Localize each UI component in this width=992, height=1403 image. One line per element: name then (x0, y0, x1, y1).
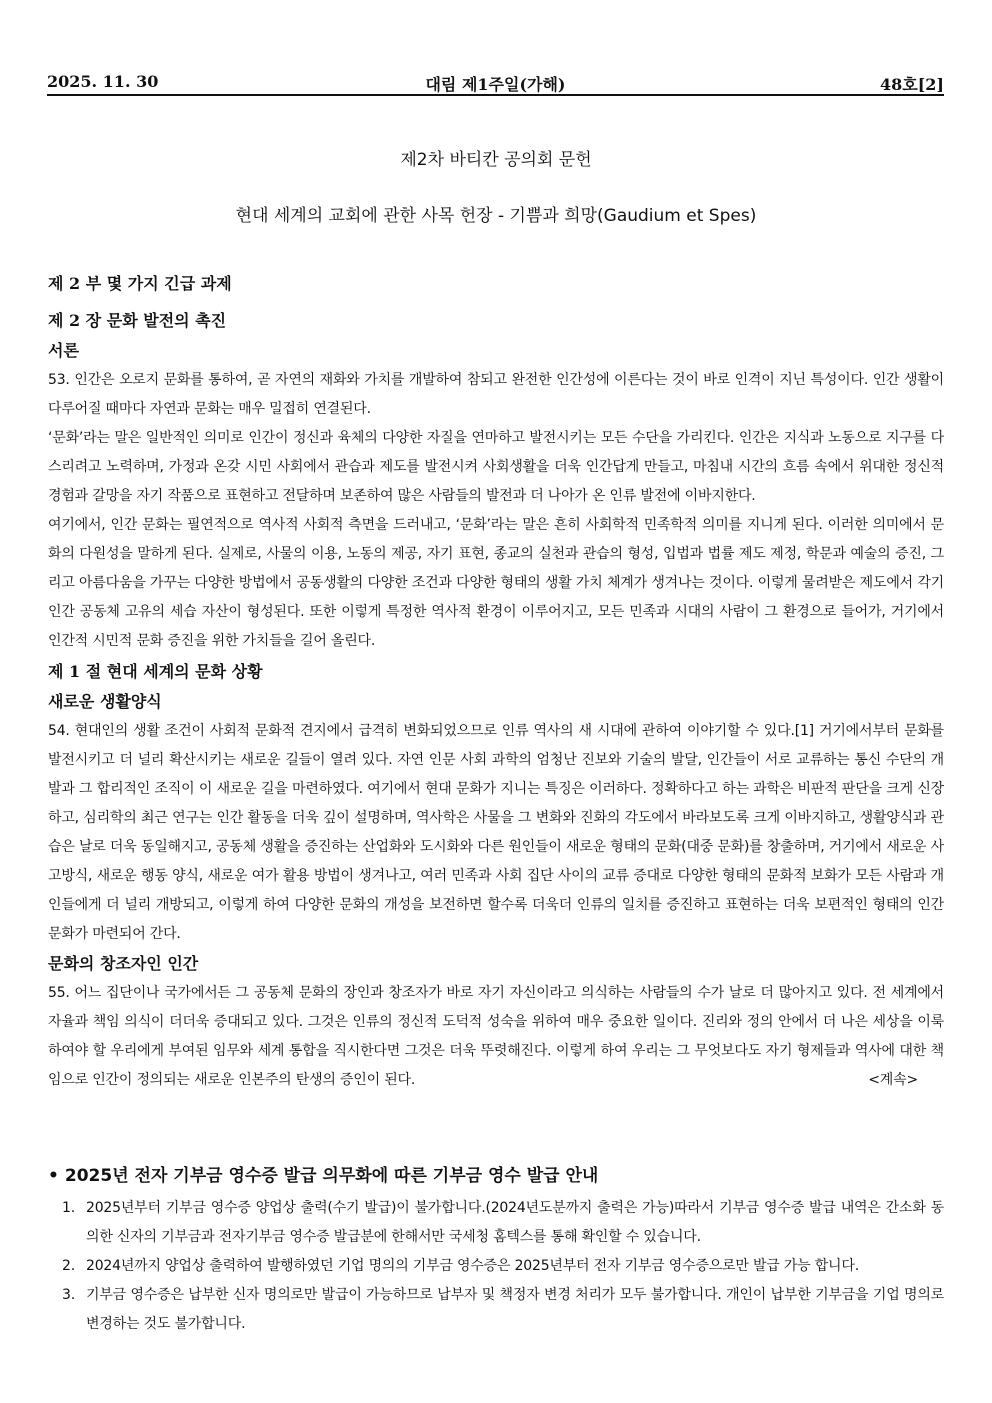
bullet-icon: • (48, 1166, 59, 1186)
paragraph-53b: ‘문화’라는 말은 일반적인 의미로 인간이 정신과 육체의 다양한 자질을 연마하고 발전시키는 모든 수단을 가리킨다. 인간은 지식과 노동으로 지구를 다스리려고 노력하며, 가정과 온갖 시민 사회에서 관습과 제도를 발전시켜 사회생활을 더욱 인간답게 만들고, 마침내 시간의 흐름 속에서 위대한 정신적 경험과 갈망을 자기 작품으로 표현하고 전달하며 보존하여 많은 사람들의 발전과 더 나아가 온 인류 발전에 이바지한다. (48, 430, 944, 504)
list-item (48, 1281, 944, 1339)
intro-heading: 서론 (48, 341, 79, 360)
paragraph-54: 54. 현대인의 생활 조건이 사회적 문화적 견지에서 급격히 변화되었으므로 인류 역사의 새 시대에 관하여 이야기할 수 있다.[1] 거기에서부터 문화를 발전시키고 더 널리 확산시키는 새로운 길들이 열려 있다. 자연 인문 사회 과학의 엄청난 진보와 기술의 발달, 인간들이 서로 교류하는 통신 수단의 개발과 그 합리적인 조직이 이 새로운 길을 마련하였다. 여기에서 현대 문화가 지니는 특징은 이러하다. 정확하다고 하는 과학은 비판적 판단을 크게 신장하고, 심리학의 최근 연구는 인간 활동을 더욱 깊이 설명하며, 역사학은 사물을 그 변화와 진화의 각도에서 바라보도록 크게 이바지하고, 생활양식과 관습은 날로 더욱 동일해지고, 공동체 생활을 증진하는 산업화와 도시화와 다른 원인들이 새로운 형태의 문화(대중 문화)를 창출하며, 거기에서 새로운 사고방식, 새로운 행동 양식, 새로운 여가 활용 방법이 생겨나고, 여러 민족과 사회 집단 사이의 교류 증대로 다양한 형태의 문화적 보화가 모든 사람과 개인들에게 더 널리 개방되고, 이렇게 하여 다양한 문화의 개성을 보전하면 할수록 더욱더 인류의 일치를 증진하고 표현하는 더욱 보편적인 형태의 인간 문화가 마련되어 간다. (48, 723, 944, 942)
page-header (47, 70, 944, 96)
list-item-number: 2. (62, 1258, 75, 1274)
notice-title (48, 1158, 944, 1194)
notice-title-text: 2025년 전자 기부금 영수증 발급 의무화에 따른 기부금 영수 발급 안내 (64, 1166, 599, 1186)
document-subtitle: 현대 세계의 교회에 관한 사목 헌장 - 기쁨과 희망(Gaudium et Spes) (235, 206, 757, 226)
part-heading: 제 2 부 몇 가지 긴급 과제 (48, 274, 232, 293)
list-item-number: 1. (62, 1200, 75, 1216)
creator-heading: 문화의 창조자인 인간 (48, 954, 199, 973)
header-liturgical-title: 대림 제1주일(가해) (425, 75, 566, 94)
header-date: 2025. 11. 30 (47, 72, 159, 91)
new-lifestyle-heading: 새로운 생활양식 (48, 692, 162, 711)
paragraph-53c: 여기에서, 인간 문화는 필연적으로 역사적 사회적 측면을 드러내고, ‘문화’라는 말은 흔히 사회학적 민족학적 의미를 지니게 된다. 이러한 의미에서 문화의 다원성을 말하게 된다. 실제로, 사물의 이용, 노동의 제공, 자기 표현, 종교의 실천과 관습의 형성, 입법과 법률 제도 제정, 학문과 예술의 증진, 그리고 아름다움을 가꾸는 다양한 방법에서 공동생활의 다양한 조건과 다양한 형태의 생활 가치 체계가 생겨나는 것이다. 이렇게 물려받은 제도에서 각기 인간 공동체 고유의 세습 자산이 형성된다. 또한 이렇게 특정한 역사적 환경이 이루어지고, 모든 민족과 시대의 사람이 그 환경으로 들어가, 거기에서 인간적 시민적 문화 증진을 위한 가치들을 길어 올린다. (48, 517, 944, 649)
list-item-text: 2025년부터 기부금 영수증 양업상 출력(수기 발급)이 불가합니다.(2024년도분까지 출력은 가능)따라서 기부금 영수증 발급 내역은 간소화 동의한 신자의 기부금과 전자기부금 영수증 발급분에 한해서만 국세청 홈텍스를 통해 확인할 수 있습니다. (86, 1200, 944, 1245)
list-item-text: 2024년까지 양업상 출력하여 발행하였던 기업 명의의 기부금 영수증은 2025년부터 전자 기부금 영수증으로만 발급 가능 합니다. (86, 1258, 859, 1274)
chapter-heading: 제 2 장 문화 발전의 촉진 (48, 311, 227, 330)
paragraph-55 (48, 979, 944, 1095)
paragraph-53a: 53. 인간은 오로지 문화를 통하여, 곧 자연의 재화와 가치를 개발하여 참되고 완전한 인간성에 이른다는 것이 바로 인격이 지닌 특성이다. 인간 생활이 다루어질 때마다 자연과 문화는 매우 밀접히 연결된다. (48, 372, 944, 417)
donation-receipt-notice (48, 1158, 944, 1339)
list-item (48, 1194, 944, 1252)
paragraph-55-text: 55. 어느 집단이나 국가에서든 그 공동체 문화의 장인과 창조자가 바로 자기 자신이라고 의식하는 사람들의 수가 날로 더 많아지고 있다. 전 세계에서 자율과 책임 의식이 더더욱 증대되고 있다. 그것은 인류의 정신적 도덕적 성숙을 위하여 매우 중요한 일이다. 진리와 정의 안에서 더 나은 세상을 이룩하여야 할 우리에게 부여된 임무와 세계 통합을 직시한다면 그것은 더욱 뚜렷해진다. 이렇게 하여 우리는 그 무엇보다도 자기 형제들과 역사에 대한 책임으로 인간이 정의되는 새로운 인본주의 탄생의 증인이 된다. (48, 985, 944, 1088)
list-item-number: 3. (62, 1287, 75, 1303)
list-item (48, 1252, 944, 1281)
continued-marker: <계속> (868, 1072, 918, 1088)
section-1-heading: 제 1 절 현대 세계의 문화 상황 (48, 662, 263, 681)
main-content (48, 268, 944, 1095)
header-issue-number: 48호[2] (880, 75, 944, 94)
list-item-text: 기부금 영수증은 납부한 신자 명의로만 발급이 가능하므로 납부자 및 책정자 변경 처리가 모두 불가합니다. 개인이 납부한 기부금을 기업 명의로 변경하는 것도 불가합니다. (86, 1287, 944, 1332)
notice-list (48, 1194, 944, 1339)
document-title: 제2차 바티칸 공의회 문헌 (400, 150, 592, 170)
